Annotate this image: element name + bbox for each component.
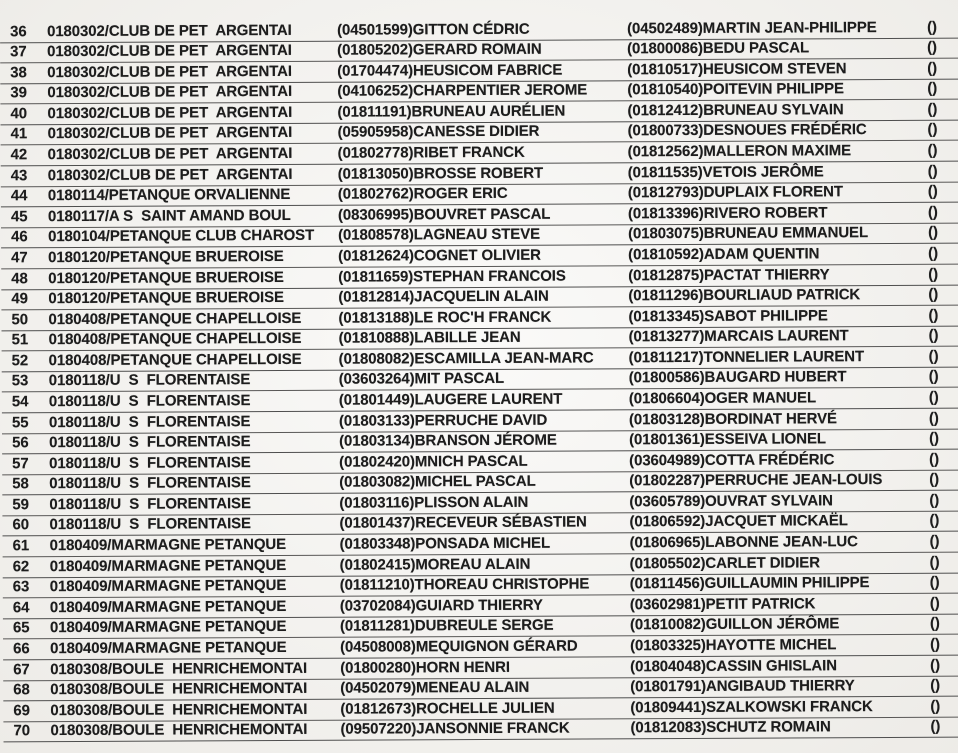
row-number-cell: 51 bbox=[11, 331, 29, 349]
empty-parens-cell: () bbox=[930, 676, 941, 694]
player2-cell: (01811296)BOURLIAUD PATRICK bbox=[628, 286, 861, 305]
player1-cell: (01803133)PERRUCHE DAVID bbox=[338, 411, 548, 430]
row-number-cell: 44 bbox=[10, 187, 28, 205]
empty-parens-cell: () bbox=[929, 615, 940, 633]
empty-parens-cell: () bbox=[929, 594, 940, 612]
player1-cell: (01801437)RECEVEUR SÉBASTIEN bbox=[339, 513, 587, 533]
empty-parens-cell: () bbox=[928, 224, 938, 242]
player2-cell: (01803325)HAYOTTE MICHEL bbox=[630, 636, 837, 655]
player1-cell: (01803134)BRANSON JÉROME bbox=[339, 431, 557, 450]
table-row bbox=[3, 717, 958, 742]
player2-cell: (01811535)VETOIS JERÔME bbox=[627, 162, 824, 181]
player1-cell: (01811191)BRUNEAU AURÉLIEN bbox=[337, 102, 566, 121]
row-number-cell: 68 bbox=[13, 681, 30, 699]
player1-cell: (01811281)DUBREULE SERGE bbox=[339, 616, 554, 636]
club-cell: 0180118/U S FLORENTAISE bbox=[48, 392, 251, 411]
empty-parens-cell: () bbox=[930, 656, 940, 674]
player1-cell: (01808578)LAGNEAU STEVE bbox=[338, 226, 541, 245]
player1-cell: (03603264)MIT PASCAL bbox=[338, 370, 505, 389]
player1-cell: (01802762)ROGER ERIC bbox=[337, 185, 508, 203]
row-number-cell: 49 bbox=[11, 290, 28, 308]
empty-parens-cell: () bbox=[928, 265, 939, 283]
club-cell: 0180308/BOULE HENRICHEMONTAI bbox=[50, 700, 308, 719]
club-cell: 0180118/U S FLORENTAISE bbox=[49, 474, 251, 493]
empty-parens-cell: () bbox=[928, 285, 939, 303]
player1-cell: (04106252)CHARPENTIER JEROME bbox=[337, 81, 588, 101]
player2-cell: (01800733)DESNOUES FRÉDÉRIC bbox=[627, 121, 867, 140]
club-cell: 0180302/CLUB DE PET ARGENTAI bbox=[47, 83, 293, 102]
empty-parens-cell: () bbox=[929, 532, 940, 550]
empty-parens-cell: () bbox=[927, 100, 938, 118]
player2-cell: (01813396)RIVERO ROBERT bbox=[627, 204, 828, 223]
player2-cell: (01806604)OGER MANUEL bbox=[628, 389, 817, 408]
player1-cell: (01808082)ESCAMILLA JEAN-MARC bbox=[338, 349, 594, 368]
empty-parens-cell: () bbox=[930, 697, 941, 715]
player1-cell: (05905958)CANESSE DIDIER bbox=[337, 123, 540, 142]
player2-cell: (03604989)COTTA FRÉDÉRIC bbox=[629, 450, 835, 469]
club-cell: 0180120/PETANQUE BRUEROISE bbox=[48, 268, 284, 287]
row-number-cell: 48 bbox=[11, 269, 28, 287]
row-number-cell: 42 bbox=[10, 146, 28, 164]
club-cell: 0180302/CLUB DE PET ARGENTAI bbox=[47, 21, 292, 40]
club-cell: 0180302/CLUB DE PET ARGENTAI bbox=[47, 62, 292, 81]
row-number-cell: 61 bbox=[12, 537, 30, 555]
player2-cell: (01812875)PACTAT THIERRY bbox=[628, 265, 830, 284]
club-cell: 0180409/MARMAGNE PETANQUE bbox=[49, 577, 287, 596]
club-cell: 0180120/PETANQUE BRUEROISE bbox=[48, 247, 284, 267]
player1-cell: (01805202)GERARD ROMAIN bbox=[337, 40, 542, 59]
player2-cell: (01803128)BORDINAT HERVÉ bbox=[628, 409, 837, 428]
player2-cell: (01811217)TONNELIER LAURENT bbox=[628, 347, 865, 367]
row-number-cell: 66 bbox=[13, 640, 30, 658]
empty-parens-cell: () bbox=[929, 573, 940, 591]
player2-cell: (01805502)CARLET DIDIER bbox=[629, 553, 820, 572]
row-number-cell: 43 bbox=[10, 166, 28, 184]
player1-cell: (01801449)LAUGERE LAURENT bbox=[338, 390, 563, 409]
empty-parens-cell: () bbox=[930, 717, 941, 736]
player2-cell: (01803075)BRUNEAU EMMANUEL bbox=[628, 224, 869, 243]
row-number-cell: 67 bbox=[13, 660, 30, 678]
club-cell: 0180408/PETANQUE CHAPELLOISE bbox=[48, 309, 302, 328]
row-number-cell: 58 bbox=[12, 475, 29, 493]
player2-cell: (01800586)BAUGARD HUBERT bbox=[628, 368, 847, 387]
player2-cell: (01804048)CASSIN GHISLAIN bbox=[630, 656, 837, 675]
club-cell: 0180302/CLUB DE PET ARGENTAI bbox=[47, 42, 292, 61]
club-cell: 0180302/CLUB DE PET ARGENTAI bbox=[47, 165, 293, 184]
row-number-cell: 39 bbox=[10, 84, 27, 102]
row-number-cell: 63 bbox=[12, 578, 30, 596]
player1-cell: (01803082)MICHEL PASCAL bbox=[339, 473, 536, 491]
empty-parens-cell: () bbox=[927, 141, 938, 159]
player2-cell: (01801791)ANGIBAUD THIERRY bbox=[630, 677, 855, 696]
row-number-cell: 56 bbox=[12, 434, 29, 452]
row-number-cell: 53 bbox=[11, 372, 29, 390]
row-number-cell: 37 bbox=[10, 43, 27, 61]
empty-parens-cell: () bbox=[929, 553, 940, 571]
player2-cell: (03602981)PETIT PATRICK bbox=[629, 595, 816, 614]
empty-parens-cell: () bbox=[928, 388, 939, 406]
player1-cell: (01803116)PLISSON ALAIN bbox=[339, 493, 529, 512]
player1-cell: (01802415)MOREAU ALAIN bbox=[339, 555, 531, 574]
player2-cell: (01813277)MARCAIS LAURENT bbox=[628, 327, 849, 346]
row-number-cell: 52 bbox=[11, 352, 29, 370]
club-cell: 0180409/MARMAGNE PETANQUE bbox=[49, 535, 287, 555]
player2-cell: (04502489)MARTIN JEAN-PHILIPPE bbox=[627, 18, 877, 37]
row-number-cell: 60 bbox=[12, 516, 30, 534]
row-number-cell: 65 bbox=[12, 619, 30, 637]
empty-parens-cell: () bbox=[928, 244, 938, 262]
player1-cell: (03702084)GUIARD THIERRY bbox=[339, 596, 543, 615]
row-number-cell: 46 bbox=[11, 228, 28, 246]
player2-cell: (01812083)SCHUTZ ROMAIN bbox=[630, 718, 831, 737]
row-number-cell: 50 bbox=[11, 310, 28, 328]
player1-cell: (01802778)RIBET FRANCK bbox=[337, 143, 525, 162]
empty-parens-cell: () bbox=[927, 59, 938, 77]
club-cell: 0180302/CLUB DE PET ARGENTAI bbox=[47, 103, 293, 123]
player1-cell: (01813188)LE ROC'H FRANCK bbox=[338, 308, 552, 327]
player1-cell: (01802420)MNICH PASCAL bbox=[339, 452, 528, 471]
player1-cell: (01803348)PONSADA MICHEL bbox=[339, 534, 551, 553]
player1-cell: (01811659)STEPHAN FRANCOIS bbox=[338, 267, 566, 286]
club-cell: 0180302/CLUB DE PET ARGENTAI bbox=[47, 124, 293, 143]
empty-parens-cell: () bbox=[927, 162, 938, 180]
empty-parens-cell: () bbox=[926, 18, 937, 36]
row-number-cell: 47 bbox=[11, 249, 28, 267]
empty-parens-cell: () bbox=[929, 429, 939, 447]
player1-cell: (01810888)LABILLE JEAN bbox=[338, 329, 521, 347]
player2-cell: (01810540)POITEVIN PHILIPPE bbox=[627, 80, 844, 99]
club-cell: 0180118/U S FLORENTAISE bbox=[49, 433, 251, 452]
club-cell: 0180409/MARMAGNE PETANQUE bbox=[50, 638, 287, 658]
club-cell: 0180118/U S FLORENTAISE bbox=[49, 515, 251, 534]
player2-cell: (01806592)JACQUET MICKAËL bbox=[629, 512, 848, 531]
player1-cell: (04508008)MEQUIGNON GÉRARD bbox=[340, 637, 578, 656]
club-cell: 0180308/BOULE HENRICHEMONTAI bbox=[50, 659, 308, 678]
player1-cell: (01704474)HEUSICOM FABRICE bbox=[337, 61, 563, 80]
row-number-cell: 54 bbox=[11, 393, 29, 411]
club-cell: 0180409/MARMAGNE PETANQUE bbox=[49, 597, 287, 616]
club-cell: 0180409/MARMAGNE PETANQUE bbox=[49, 618, 287, 637]
club-cell: 0180409/MARMAGNE PETANQUE bbox=[49, 556, 287, 575]
empty-parens-cell: () bbox=[928, 327, 939, 345]
row-number-cell: 41 bbox=[10, 125, 28, 143]
empty-parens-cell: () bbox=[929, 512, 940, 530]
player2-cell: (01811456)GUILLAUMIN PHILIPPE bbox=[629, 574, 870, 593]
player1-cell: (01812673)ROCHELLE JULIEN bbox=[340, 699, 555, 718]
row-number-cell: 36 bbox=[10, 22, 27, 40]
empty-parens-cell: () bbox=[928, 368, 939, 386]
player1-cell: (01812814)JACQUELIN ALAIN bbox=[338, 287, 549, 306]
player2-cell: (01810517)HEUSICOM STEVEN bbox=[627, 59, 847, 79]
club-cell: 0180308/BOULE HENRICHEMONTAI bbox=[50, 679, 308, 699]
empty-parens-cell: () bbox=[927, 121, 938, 139]
player1-cell: (09507220)JANSONNIE FRANCK bbox=[340, 719, 570, 738]
player1-cell: (08306995)BOUVRET PASCAL bbox=[337, 205, 551, 224]
empty-parens-cell: () bbox=[928, 409, 939, 427]
player2-cell: (01812562)MALLERON MAXIME bbox=[627, 142, 852, 161]
club-cell: 0180118/U S FLORENTAISE bbox=[48, 412, 251, 431]
empty-parens-cell: () bbox=[929, 471, 940, 489]
player2-cell: (01800086)BEDU PASCAL bbox=[627, 39, 810, 58]
club-cell: 0180118/U S FLORENTAISE bbox=[49, 453, 251, 472]
row-number-cell: 45 bbox=[10, 207, 28, 226]
player2-cell: (01809441)SZALKOWSKI FRANCK bbox=[630, 697, 873, 716]
player1-cell: (04501599)GITTON CÉDRIC bbox=[337, 20, 530, 39]
player2-cell: (01802287)PERRUCHE JEAN-LOUIS bbox=[629, 471, 883, 490]
club-cell: 0180408/PETANQUE CHAPELLOISE bbox=[48, 350, 302, 369]
club-cell: 0180104/PETANQUE CLUB CHAROST bbox=[48, 227, 315, 246]
row-number-cell: 69 bbox=[13, 701, 30, 719]
empty-parens-cell: () bbox=[927, 80, 938, 98]
club-cell: 0180120/PETANQUE BRUEROISE bbox=[48, 289, 284, 308]
empty-parens-cell: () bbox=[928, 347, 939, 365]
row-number-cell: 70 bbox=[13, 722, 31, 740]
row-number-cell: 40 bbox=[10, 105, 27, 123]
player1-cell: (01811210)THOREAU CHRISTOPHE bbox=[339, 575, 590, 594]
player2-cell: (01806965)LABONNE JEAN-LUC bbox=[629, 533, 858, 552]
row-number-cell: 59 bbox=[12, 496, 29, 514]
empty-parens-cell: () bbox=[929, 450, 939, 468]
club-cell: 0180118/U S FLORENTAISE bbox=[48, 371, 251, 390]
empty-parens-cell: () bbox=[927, 182, 938, 201]
player2-cell: (01801361)ESSEIVA LIONEL bbox=[629, 430, 826, 449]
player2-cell: (01810592)ADAM QUENTIN bbox=[628, 245, 820, 264]
club-cell: 0180117/A S SAINT AMAND BOUL bbox=[47, 206, 291, 225]
row-number-cell: 57 bbox=[12, 454, 29, 473]
player2-cell: (03605789)OUVRAT SYLVAIN bbox=[629, 492, 833, 511]
empty-parens-cell: () bbox=[928, 306, 939, 324]
club-cell: 0180308/BOULE HENRICHEMONTAI bbox=[50, 721, 308, 740]
club-cell: 0180302/CLUB DE PET ARGENTAI bbox=[47, 144, 293, 164]
player2-cell: (01812412)BRUNEAU SYLVAIN bbox=[627, 101, 844, 120]
player1-cell: (01813050)BROSSE ROBERT bbox=[337, 164, 544, 183]
player1-cell: (01800280)HORN HENRI bbox=[340, 658, 510, 677]
row-number-cell: 64 bbox=[12, 598, 30, 617]
empty-parens-cell: () bbox=[927, 38, 937, 56]
empty-parens-cell: () bbox=[930, 635, 940, 653]
club-cell: 0180114/PETANQUE ORVALIENNE bbox=[47, 186, 291, 205]
empty-parens-cell: () bbox=[929, 491, 940, 509]
license-list-table bbox=[0, 18, 958, 743]
club-cell: 0180118/U S FLORENTAISE bbox=[49, 494, 251, 513]
club-cell: 0180408/PETANQUE CHAPELLOISE bbox=[48, 330, 302, 349]
row-number-cell: 62 bbox=[12, 557, 30, 575]
row-number-cell: 55 bbox=[11, 413, 29, 431]
player1-cell: (01812624)COGNET OLIVIER bbox=[338, 246, 541, 265]
player1-cell: (04502079)MENEAU ALAIN bbox=[340, 678, 530, 697]
player2-cell: (01812793)DUPLAIX FLORENT bbox=[627, 183, 843, 202]
player2-cell: (01810082)GUILLON JÉRÔME bbox=[629, 615, 840, 634]
player2-cell: (01813345)SABOT PHILIPPE bbox=[628, 306, 828, 325]
empty-parens-cell: () bbox=[927, 203, 938, 221]
row-number-cell: 38 bbox=[10, 63, 27, 82]
